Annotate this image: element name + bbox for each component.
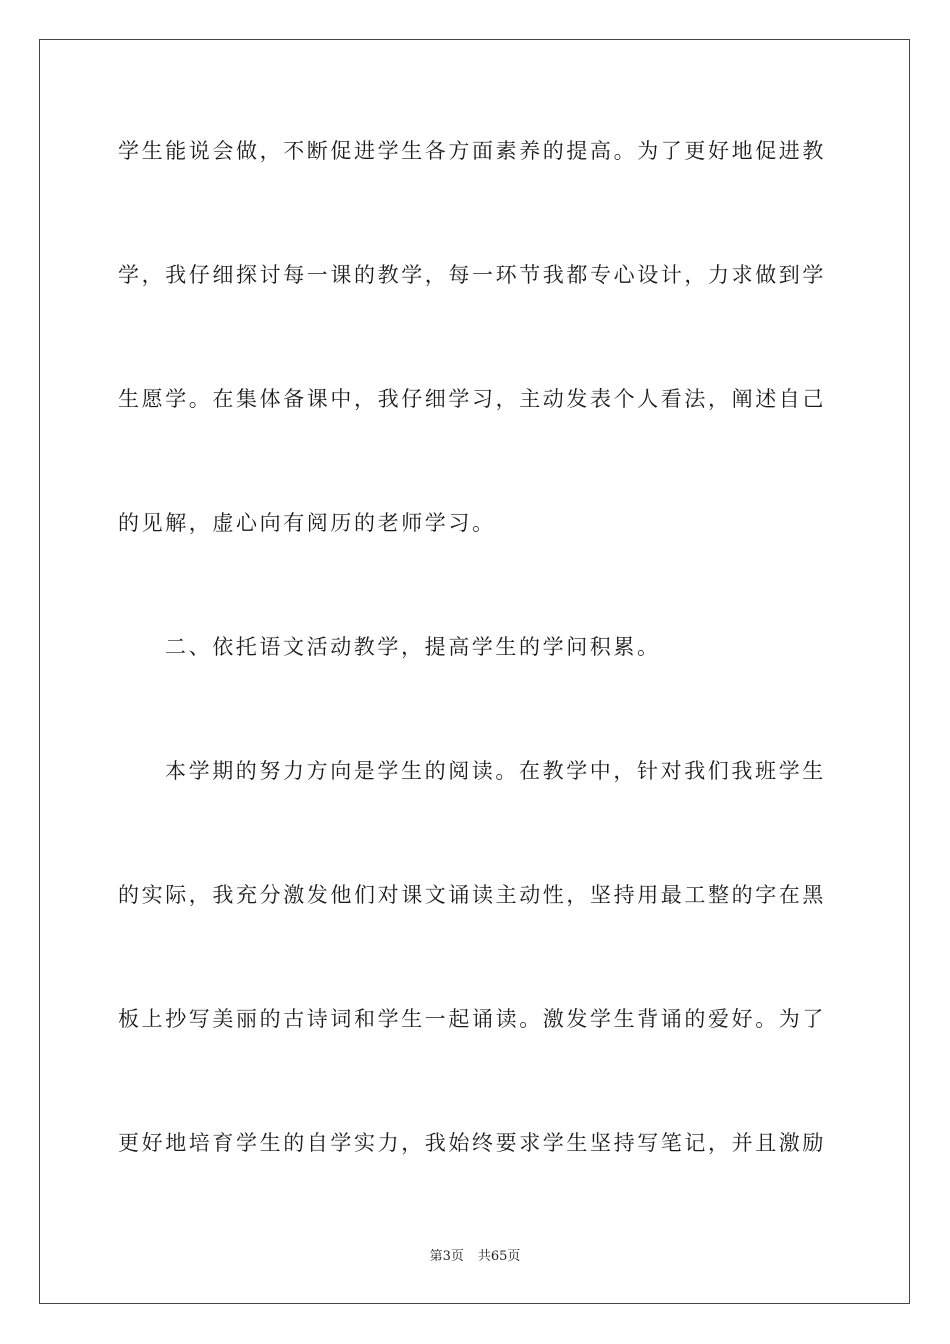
paragraph-line: 的实际，我充分激发他们对课文诵读主动性，坚持用最工整的字在黑 xyxy=(118,883,826,907)
paragraph-line: 更好地培育学生的自学实力，我始终要求学生坚持写笔记，并且激励 xyxy=(118,1131,826,1155)
paragraph-line: 生愿学。在集体备课中，我仔细学习，主动发表个人看法，阐述自己 xyxy=(118,387,826,411)
paragraph-line: 本学期的努力方向是学生的阅读。在教学中，针对我们我班学生 xyxy=(165,759,826,783)
paragraph-line: 学，我仔细探讨每一课的教学，每一环节我都专心设计，力求做到学 xyxy=(118,263,826,287)
paragraph-line: 学生能说会做，不断促进学生各方面素养的提高。为了更好地促进教 xyxy=(118,139,826,163)
paragraph-line: 板上抄写美丽的古诗词和学生一起诵读。激发学生背诵的爱好。为了 xyxy=(118,1007,826,1031)
page-footer xyxy=(0,1248,950,1266)
page-border xyxy=(39,39,910,1304)
paragraph-line: 的见解，虚心向有阅历的老师学习。 xyxy=(118,511,496,535)
page-number-total: 共65页 xyxy=(477,1249,521,1264)
page-number-current: 第3页 xyxy=(429,1249,464,1264)
section-heading: 二、依托语文活动教学，提高学生的学问积累。 xyxy=(165,635,661,659)
